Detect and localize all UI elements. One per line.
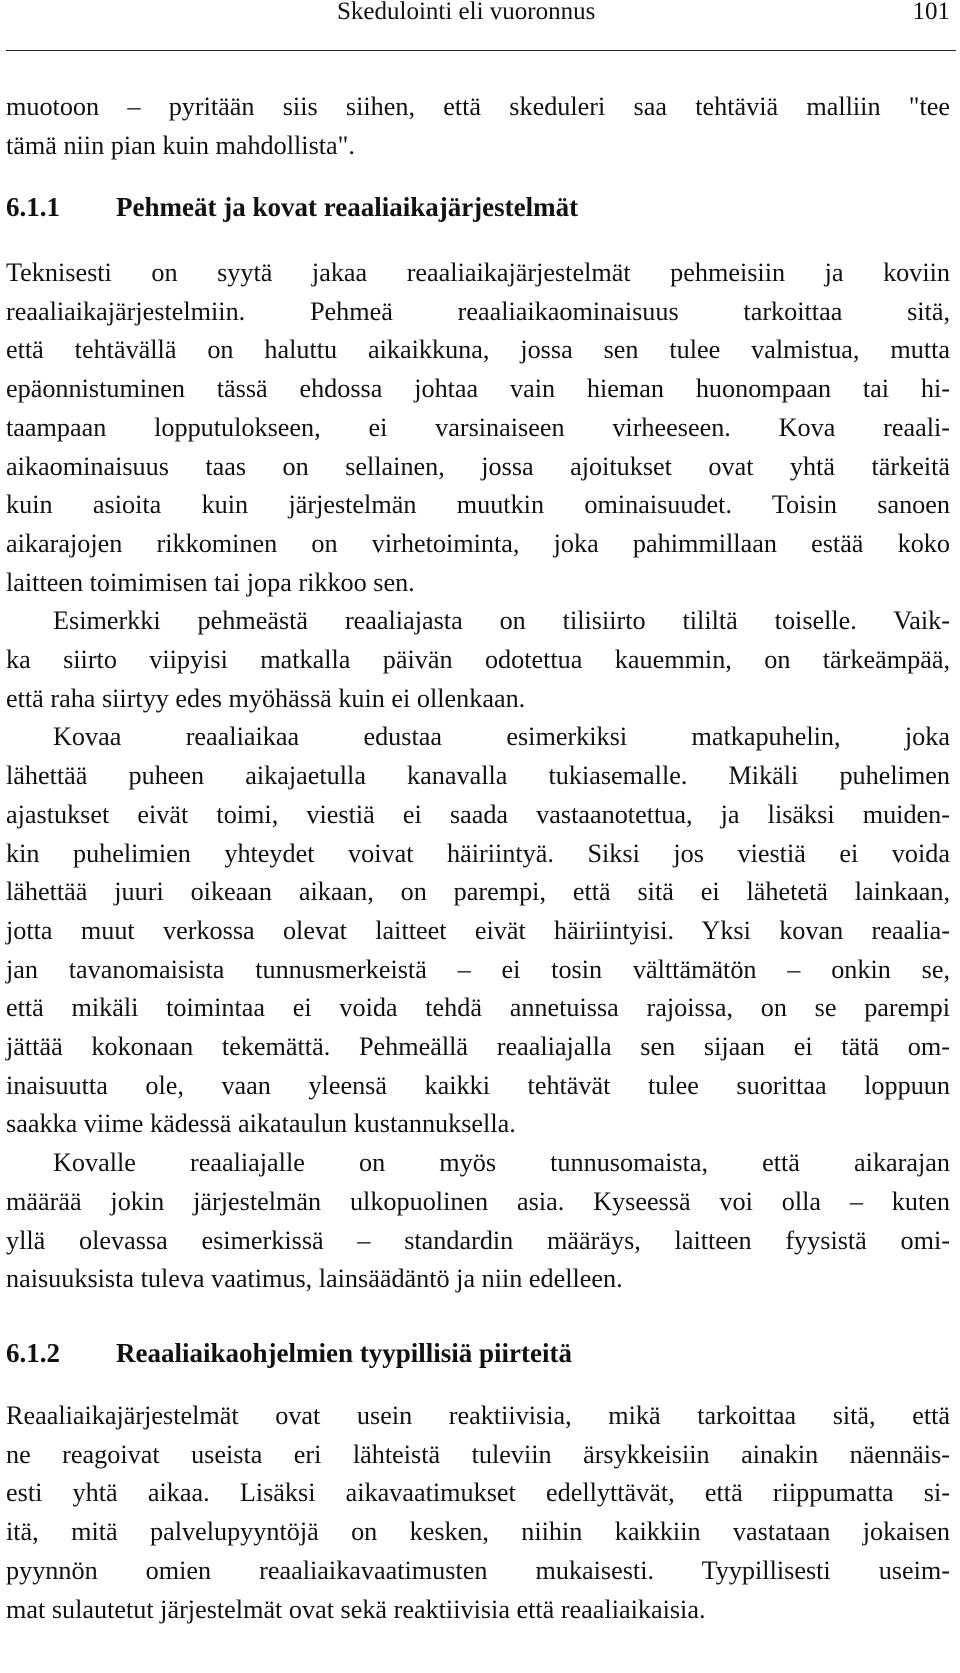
text-line: aikarajojen rikkominen on virhetoiminta, joka pahimmillaan estää koko xyxy=(6,528,950,558)
text-line: että raha siirtyy edes myöhässä kuin ei ollenkaan. xyxy=(6,683,526,713)
section-body-6-1-2 xyxy=(6,1397,950,1629)
page-number: 101 xyxy=(912,0,950,25)
section-title: Reaaliaikaohjelmien tyypillisiä piirteitä xyxy=(116,1338,572,1368)
running-title: Skedulointi eli vuoronnus xyxy=(337,0,596,25)
text-line: Teknisesti on syytä jakaa reaaliaikajärjestelmät pehmeisiin ja koviin xyxy=(6,258,950,287)
text-line: Reaaliaikajärjestelmät ovat usein reaktiivisia, mikä tarkoittaa sitä, että xyxy=(6,1401,950,1430)
text-line: määrää jokin järjestelmän ulkopuolinen asia. Kyseessä voi olla – kuten xyxy=(6,1186,950,1216)
text-line: mat sulautetut järjestelmät ovat sekä reaktiivisia että reaaliaikaisia. xyxy=(6,1594,706,1624)
text-line: ka siirto viipyisi matkalla päivän odotettua kauemmin, on tärkeämpää, xyxy=(6,645,950,675)
paragraph-continuation xyxy=(6,88,950,165)
section-body-6-1-1 xyxy=(6,254,950,1299)
text-line: Kovalle reaaliajalle on myös tunnusomaista, että aikarajan xyxy=(53,1148,950,1178)
running-head xyxy=(0,0,960,58)
text-line: että mikäli toimintaa ei voida tehdä annetuissa rajoissa, on se parempi xyxy=(6,993,950,1023)
section-number: 6.1.1 xyxy=(6,192,60,222)
text-line: tämä niin pian kuin mahdollista". xyxy=(6,130,355,160)
section-number: 6.1.2 xyxy=(6,1338,60,1368)
text-line: ne reagoivat useista eri lähteistä tuleviin ärsykkeisiin ainakin näennäis- xyxy=(6,1439,950,1469)
text-line: reaaliaikajärjestelmiin. Pehmeä reaaliaikaominaisuus tarkoittaa sitä, xyxy=(6,296,950,326)
text-line: laitteen toimimisen tai jopa rikkoo sen. xyxy=(6,567,415,597)
text-line: kuin asioita kuin järjestelmän muutkin ominaisuudet. Toisin sanoen xyxy=(6,490,950,520)
text-line: jättää kokonaan tekemättä. Pehmeällä reaaliajalla sen sijaan ei tätä om- xyxy=(6,1032,950,1062)
header-rule xyxy=(6,50,956,51)
section-title: Pehmeät ja kovat reaaliaikajärjestelmät xyxy=(116,192,579,222)
text-line: että tehtävällä on haluttu aikaikkuna, jossa sen tulee valmistua, mutta xyxy=(6,335,950,365)
text-line: lähettää puheen aikajaetulla kanavalla tukiasemalle. Mikäli puhelimen xyxy=(6,761,950,791)
text-line: kin puhelimien yhteydet voivat häiriintyä. Siksi jos viestiä ei voida xyxy=(6,838,950,868)
text-line: taampaan lopputulokseen, ei varsinaiseen virheeseen. Kova reaali- xyxy=(6,412,950,442)
text-line: aikaominaisuus taas on sellainen, jossa ajoitukset ovat yhtä tärkeitä xyxy=(6,451,950,481)
text-line: epäonnistuminen tässä ehdossa johtaa vain hieman huonompaan tai hi- xyxy=(6,374,950,404)
text-line: esti yhtä aikaa. Lisäksi aikavaatimukset edellyttävät, että riippumatta si- xyxy=(6,1478,950,1508)
text-line: Esimerkki pehmeästä reaaliajasta on tilisiirto tililtä toiselle. Vaik- xyxy=(53,606,950,636)
text-line: yllä olevassa esimerkissä – standardin määräys, laitteen fyysistä omi- xyxy=(6,1225,950,1255)
text-line: pyynnön omien reaaliaikavaatimusten mukaisesti. Tyypillisesti useim- xyxy=(6,1555,950,1585)
text-line: itä, mitä palvelupyyntöjä on kesken, niihin kaikkiin vastataan jokaisen xyxy=(6,1517,950,1547)
text-line: saakka viime kädessä aikataulun kustannuksella. xyxy=(6,1109,516,1139)
text-line: lähettää juuri oikeaan aikaan, on parempi, että sitä ei lähetetä lainkaan, xyxy=(6,877,950,907)
text-line: muotoon – pyritään siis siihen, että skeduleri saa tehtäviä malliin "tee xyxy=(6,92,950,121)
text-line: jotta muut verkossa olevat laitteet eivät häiriintyisi. Yksi kovan reaalia- xyxy=(6,915,950,945)
text-line: ajastukset eivät toimi, viestiä ei saada vastaanotettua, ja lisäksi muiden- xyxy=(6,799,950,829)
text-line: inaisuutta ole, vaan yleensä kaikki tehtävät tulee suorittaa loppuun xyxy=(6,1070,950,1100)
text-line: jan tavanomaisista tunnusmerkeistä – ei tosin välttämätön – onkin se, xyxy=(6,954,950,984)
text-line: naisuuksista tuleva vaatimus, lainsäädäntö ja niin edelleen. xyxy=(6,1264,623,1294)
text-line: Kovaa reaaliaikaa edustaa esimerkiksi matkapuhelin, joka xyxy=(53,722,950,752)
section-heading-6-1-2 xyxy=(6,1336,572,1370)
section-heading-6-1-1 xyxy=(6,190,578,224)
